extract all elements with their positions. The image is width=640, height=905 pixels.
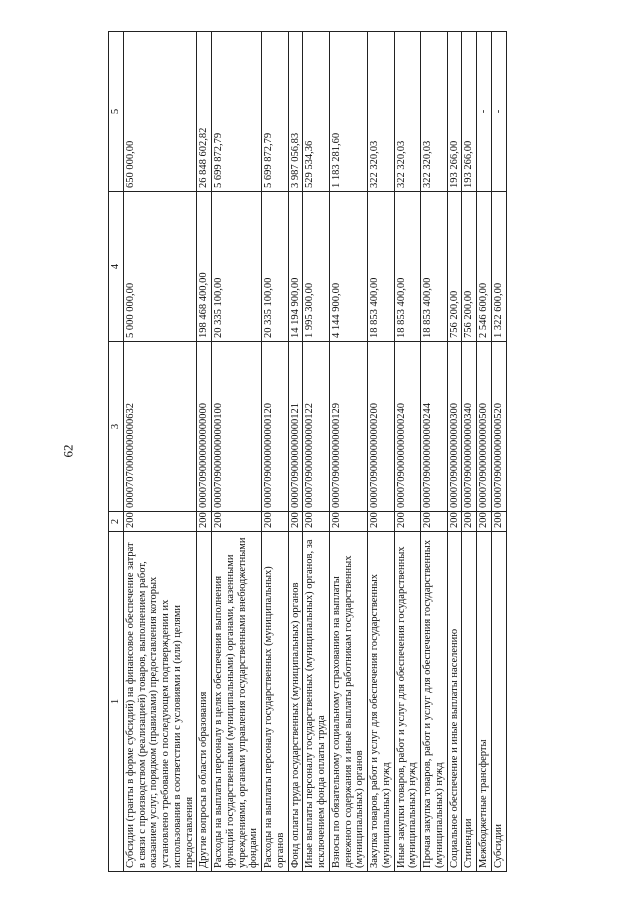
row-budget-code-cell: 00007090000000000122 (303, 342, 330, 512)
row-fact-cell: 3 987 056,83 (288, 32, 303, 192)
row-fact-cell: 1 183 281,60 (329, 32, 367, 192)
row-budget-code-cell: 00007090000000000244 (421, 342, 448, 512)
column-header-1: 1 (109, 532, 124, 872)
row-plan-cell: 20 335 100,00 (262, 192, 289, 342)
row-budget-code-cell: 00007090000000000121 (288, 342, 303, 512)
column-header-3: 3 (109, 342, 124, 512)
row-name-cell: Социальное обеспечение и иные выплаты населению (447, 532, 462, 872)
row-code-cell: 200 (368, 512, 395, 532)
table-row (394, 32, 421, 872)
row-plan-cell: 198 468 400,00 (197, 192, 212, 342)
column-header-2: 2 (109, 512, 124, 532)
row-fact-cell: 529 534,36 (303, 32, 330, 192)
table-header-row (109, 32, 124, 872)
row-code-cell: 200 (288, 512, 303, 532)
row-code-cell: 200 (197, 512, 212, 532)
row-plan-cell: 18 853 400,00 (368, 192, 395, 342)
row-fact-cell: 322 320,03 (421, 32, 448, 192)
row-code-cell: 200 (447, 512, 462, 532)
column-header-4: 4 (109, 192, 124, 342)
row-budget-code-cell: 00007090000000000000 (197, 342, 212, 512)
row-code-cell: 200 (394, 512, 421, 532)
table-row (477, 32, 492, 872)
table-row (421, 32, 448, 872)
row-fact-cell: 193 266,00 (462, 32, 477, 192)
row-budget-code-cell: 00007070000000000632 (123, 342, 197, 512)
row-fact-cell: 322 320,03 (368, 32, 395, 192)
row-name-cell: Субсидии (гранты в форме субсидий) на финансовое обеспечение затрат в связи с производством (реализацией) товаров, выполнением работ, оказанием услуг, порядком (правилами) предоставления которых установлено требование о последующем подтверждении их использования в соответствии с условиями и (или) целями предоставления (123, 532, 197, 872)
row-plan-cell: 1 322 600,00 (491, 192, 506, 342)
page-number: 62 (60, 444, 76, 458)
row-code-cell: 200 (262, 512, 289, 532)
row-plan-cell: 4 144 900,00 (329, 192, 367, 342)
table-row (447, 32, 462, 872)
row-name-cell: Закупка товаров, работ и услуг для обеспечения государственных (муниципальных) нужд (368, 532, 395, 872)
row-code-cell: 200 (329, 512, 367, 532)
row-budget-code-cell: 00007090000000000520 (491, 342, 506, 512)
row-code-cell: 200 (491, 512, 506, 532)
row-plan-cell: 5 000 000,00 (123, 192, 197, 342)
row-name-cell: Расходы на выплаты персоналу в целях обеспечения выполнения функций государственными (муниципальными) органами, казенными учреждениями, органами управления государственными внебюджетными фондами (212, 532, 262, 872)
table-row (288, 32, 303, 872)
column-header-5: 5 (109, 32, 124, 192)
row-fact-cell: 5 699 872,79 (212, 32, 262, 192)
row-plan-cell: 756 200,00 (447, 192, 462, 342)
row-plan-cell: 18 853 400,00 (394, 192, 421, 342)
row-budget-code-cell: 00007090000000000100 (212, 342, 262, 512)
row-plan-cell: 20 335 100,00 (212, 192, 262, 342)
row-code-cell: 200 (123, 512, 197, 532)
row-plan-cell: 756 200,00 (462, 192, 477, 342)
row-name-cell: Межбюджетные трансферты (477, 532, 492, 872)
row-code-cell: 200 (212, 512, 262, 532)
table-row (329, 32, 367, 872)
table-row (462, 32, 477, 872)
table-body (123, 32, 506, 872)
row-code-cell: 200 (421, 512, 448, 532)
table-row (303, 32, 330, 872)
row-fact-cell: - (491, 32, 506, 192)
row-budget-code-cell: 00007090000000000340 (462, 342, 477, 512)
table-row (123, 32, 197, 872)
rotated-table-container (108, 32, 584, 872)
row-name-cell: Иные закупки товаров, работ и услуг для обеспечения государственных (муниципальных) нужд (394, 532, 421, 872)
row-name-cell: Прочая закупка товаров, работ и услуг для обеспечения государственных (муниципальных) нужд (421, 532, 448, 872)
row-name-cell: Стипендии (462, 532, 477, 872)
table-row (197, 32, 212, 872)
budget-table (108, 31, 507, 872)
row-fact-cell: 193 266,00 (447, 32, 462, 192)
table-row (368, 32, 395, 872)
row-name-cell: Фонд оплаты труда государственных (муниципальных) органов (288, 532, 303, 872)
row-budget-code-cell: 00007090000000000200 (368, 342, 395, 512)
row-fact-cell: 650 000,00 (123, 32, 197, 192)
row-name-cell: Субсидии (491, 532, 506, 872)
row-code-cell: 200 (462, 512, 477, 532)
row-name-cell: Взносы по обязательному социальному страхованию на выплаты денежного содержания и иные выплаты работникам государственных (муниципальных) органов (329, 532, 367, 872)
row-budget-code-cell: 00007090000000000240 (394, 342, 421, 512)
row-code-cell: 200 (303, 512, 330, 532)
row-fact-cell: 322 320,03 (394, 32, 421, 192)
row-budget-code-cell: 00007090000000000300 (447, 342, 462, 512)
row-fact-cell: 26 848 602,82 (197, 32, 212, 192)
row-budget-code-cell: 00007090000000000500 (477, 342, 492, 512)
table-row (212, 32, 262, 872)
row-plan-cell: 1 995 300,00 (303, 192, 330, 342)
row-plan-cell: 2 546 600,00 (477, 192, 492, 342)
row-code-cell: 200 (477, 512, 492, 532)
row-budget-code-cell: 00007090000000000120 (262, 342, 289, 512)
row-name-cell: Иные выплаты персоналу государственных (муниципальных) органов, за исключением фонда оплаты труда (303, 532, 330, 872)
row-plan-cell: 18 853 400,00 (421, 192, 448, 342)
row-plan-cell: 14 194 900,00 (288, 192, 303, 342)
row-name-cell: Расходы на выплаты персоналу государственных (муниципальных) органов (262, 532, 289, 872)
row-name-cell: Другие вопросы в области образования (197, 532, 212, 872)
row-budget-code-cell: 00007090000000000129 (329, 342, 367, 512)
table-row (491, 32, 506, 872)
row-fact-cell: 5 699 872,79 (262, 32, 289, 192)
table-row (262, 32, 289, 872)
row-fact-cell: - (477, 32, 492, 192)
